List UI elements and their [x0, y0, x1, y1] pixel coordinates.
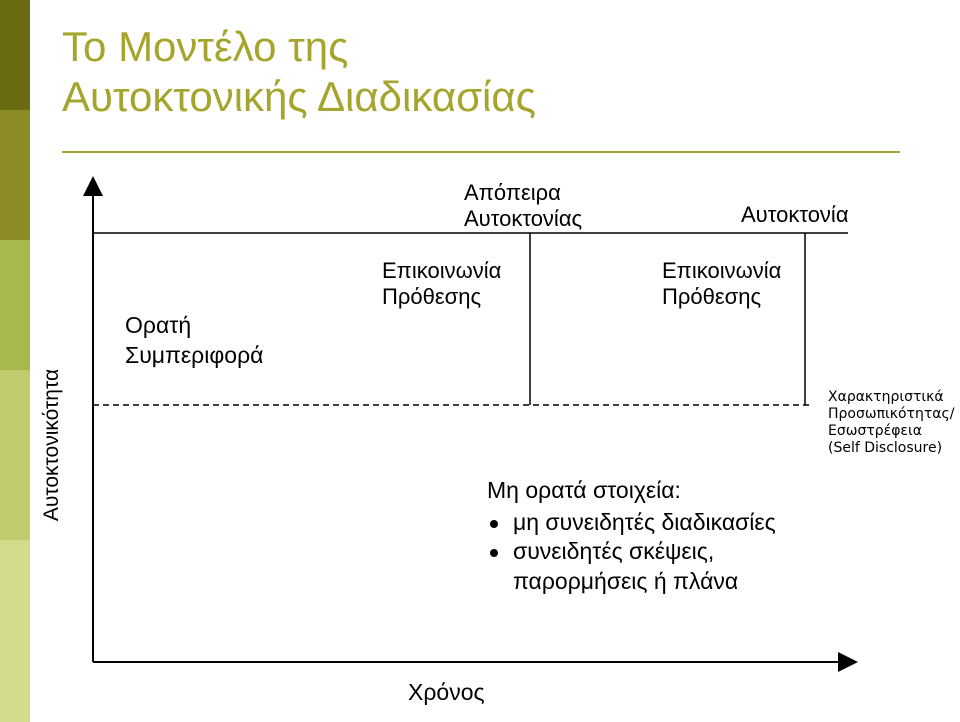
visible-behavior-line-2: Συμπεριφορά [125, 342, 264, 368]
traits-line-3: Εσωστρέφεια [828, 423, 922, 439]
list-item-continuation: παρορμήσεις ή πλάνα [513, 568, 739, 594]
traits-line-1: Χαρακτηριστικά [828, 389, 944, 405]
title-line-1: Το Μοντέλο της [62, 23, 349, 70]
suicide-label: Αυτοκτονία [741, 202, 849, 227]
intent-communication-label [382, 258, 501, 310]
attempt-label-line-2: Αυτοκτονίας [464, 206, 583, 231]
personality-traits-label [828, 389, 954, 457]
intent-communication-line-1: Επικοινωνία [662, 258, 782, 283]
traits-line-4: (Self Disclosure) [828, 440, 943, 456]
x-axis-label: Χρόνος [408, 679, 485, 705]
visible-behavior-label [125, 310, 263, 370]
list-item: μη συνειδητές διαδικασίες [487, 508, 776, 537]
intent-communication-line-1: Επικοινωνία [382, 258, 502, 283]
intent-communication-label [662, 258, 781, 310]
attempt-label-line-1: Απόπειρα [464, 180, 561, 205]
visible-behavior-line-1: Ορατή [125, 312, 192, 338]
invisible-elements-list [487, 508, 776, 566]
traits-line-2: Προσωπικότητας/ [828, 406, 955, 422]
y-axis-label: Αυτοκτονικότητα [40, 368, 63, 522]
list-item: συνειδητές σκέψεις, [487, 537, 776, 566]
intent-communication-line-2: Πρόθεσης [662, 284, 762, 309]
invisible-elements-heading: Μη ορατά στοιχεία: [487, 477, 681, 503]
attempt-label [464, 180, 582, 232]
title-line-2: Αυτοκτονικής Διαδικασίας [62, 73, 536, 120]
intent-communication-line-2: Πρόθεσης [382, 284, 482, 309]
